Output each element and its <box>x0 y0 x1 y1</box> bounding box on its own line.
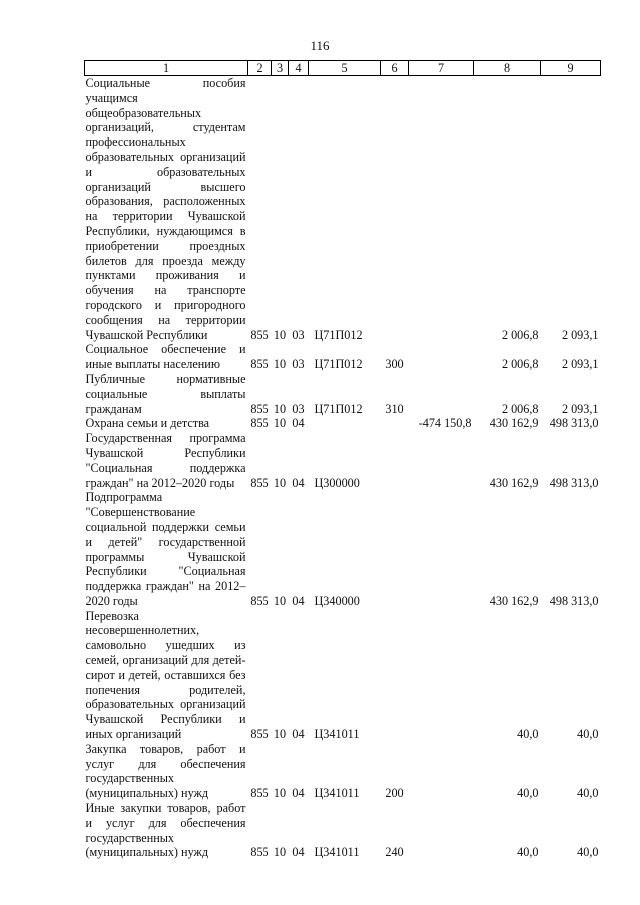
cell-subsection: 04 <box>292 475 305 490</box>
table-row <box>85 431 601 490</box>
cell-target-code: Ц300000 <box>314 475 360 490</box>
cell-amount-b: 2 093,1 <box>561 357 599 372</box>
row-name: Подпрограмма "Совершенствование социальной поддержки семьи и детей" государственной программы Чувашской Республики "Социальная поддержка граждан" на 2012–2020 годы <box>85 490 246 608</box>
cell-ministry: 855 <box>250 593 269 608</box>
cell-target-code: Ц341011 <box>314 845 360 860</box>
cell-amount-b: 498 313,0 <box>549 416 599 431</box>
cell-amount-a: 2 006,8 <box>501 357 539 372</box>
cell-amount-b: 40,0 <box>577 786 599 801</box>
cell-target-code <box>309 416 381 431</box>
table-row <box>85 490 601 608</box>
cell-amount-b: 2 093,1 <box>561 327 599 342</box>
cell-change <box>409 742 474 801</box>
cell-subsection: 03 <box>292 327 305 342</box>
cell-change: -474 150,8 <box>418 416 472 431</box>
budget-table <box>84 60 601 860</box>
page-number: 116 <box>310 38 330 53</box>
cell-amount-a: 40,0 <box>517 845 539 860</box>
cell-ministry: 855 <box>250 845 269 860</box>
column-header: 1 <box>85 61 248 76</box>
cell-subsection: 04 <box>292 786 305 801</box>
cell-ministry: 855 <box>250 327 269 342</box>
cell-amount-a: 430 162,9 <box>489 416 539 431</box>
cell-section: 10 <box>273 401 287 416</box>
table-header-row <box>85 61 601 76</box>
column-header: 3 <box>272 61 289 76</box>
cell-expense-type <box>381 416 409 431</box>
cell-subsection: 03 <box>292 357 305 372</box>
table-row <box>85 372 601 416</box>
cell-expense-type <box>381 490 409 608</box>
row-name: Публичные нормативные социальные выплаты гражданам <box>85 371 246 416</box>
cell-ministry: 855 <box>250 401 269 416</box>
column-header: 6 <box>381 61 409 76</box>
cell-section: 10 <box>273 357 287 372</box>
cell-ministry: 855 <box>250 727 269 742</box>
cell-amount-b: 498 313,0 <box>549 475 599 490</box>
cell-subsection: 04 <box>292 727 305 742</box>
cell-amount-a: 430 162,9 <box>489 593 539 608</box>
cell-amount-a: 2 006,8 <box>501 401 539 416</box>
cell-target-code: Ц341011 <box>314 727 360 742</box>
cell-amount-a: 430 162,9 <box>489 475 539 490</box>
table-row <box>85 609 601 742</box>
cell-expense-type <box>381 76 409 343</box>
column-header: 7 <box>409 61 474 76</box>
column-header: 9 <box>541 61 601 76</box>
cell-expense-type: 240 <box>385 845 404 860</box>
cell-section: 10 <box>273 727 287 742</box>
cell-amount-a: 40,0 <box>517 727 539 742</box>
row-name: Социальное обеспечение и иные выплаты населению <box>85 342 246 372</box>
cell-target-code: Ц71П012 <box>314 357 363 372</box>
cell-ministry: 855 <box>250 786 269 801</box>
cell-amount-b: 498 313,0 <box>549 593 599 608</box>
cell-change <box>409 801 474 860</box>
cell-amount-a: 40,0 <box>517 786 539 801</box>
cell-expense-type: 310 <box>385 401 404 416</box>
table-row <box>85 342 601 372</box>
cell-change <box>409 342 474 372</box>
cell-amount-a: 2 006,8 <box>501 327 539 342</box>
cell-section: 10 <box>273 845 287 860</box>
cell-ministry: 855 <box>250 475 269 490</box>
row-name: Социальные пособия учащимся общеобразовательных организаций, студентам профессиональных образовательных организаций и образовательных организаций высшего образования, расположенных на территории Чувашской Республики, нуждающимся в приобретении проездных билетов для проезда между пунктами проживания и обучения на транспорте городского и пригородного сообщения на территории Чувашской Республики <box>85 76 246 342</box>
cell-amount-b: 2 093,1 <box>561 401 599 416</box>
column-header: 2 <box>248 61 272 76</box>
cell-expense-type: 200 <box>385 786 404 801</box>
cell-expense-type: 300 <box>385 357 404 372</box>
cell-subsection: 04 <box>292 416 305 431</box>
cell-change <box>409 76 474 343</box>
table-row <box>85 416 601 431</box>
cell-section: 10 <box>273 327 287 342</box>
table-row <box>85 742 601 801</box>
cell-subsection: 03 <box>292 401 305 416</box>
table-row <box>85 76 601 343</box>
cell-target-code: Ц341011 <box>314 786 360 801</box>
row-name: Охрана семьи и детства <box>85 416 210 431</box>
cell-section: 10 <box>273 593 287 608</box>
row-name: Перевозка несовершеннолетних, самовольно ушедших из семей, организаций для детей-сирот и детей, оставшихся без попечения родителей, образовательных организаций Чувашской Республики и иных организаций <box>85 608 246 742</box>
cell-target-code: Ц340000 <box>314 593 360 608</box>
cell-ministry: 855 <box>250 357 269 372</box>
row-name: Государственная программа Чувашской Республики "Социальная поддержка граждан" на 2012–2020 годы <box>85 431 246 490</box>
table-row <box>85 801 601 860</box>
cell-ministry: 855 <box>250 416 269 431</box>
column-header: 4 <box>289 61 309 76</box>
cell-target-code: Ц71П012 <box>314 327 363 342</box>
row-name: Иные закупки товаров, работ и услуг для обеспечения государственных (муниципальных) нужд <box>85 801 246 860</box>
cell-section: 10 <box>273 475 287 490</box>
cell-expense-type <box>381 431 409 490</box>
cell-change <box>409 431 474 490</box>
cell-section: 10 <box>273 416 287 431</box>
cell-subsection: 04 <box>292 593 305 608</box>
column-header: 8 <box>474 61 541 76</box>
cell-change <box>409 372 474 416</box>
cell-amount-b: 40,0 <box>577 845 599 860</box>
cell-subsection: 04 <box>292 845 305 860</box>
cell-target-code: Ц71П012 <box>314 401 363 416</box>
cell-section: 10 <box>273 786 287 801</box>
row-name: Закупка товаров, работ и услуг для обеспечения государственных (муниципальных) нужд <box>85 741 246 801</box>
cell-expense-type <box>381 609 409 742</box>
cell-amount-b: 40,0 <box>577 727 599 742</box>
column-header: 5 <box>309 61 381 76</box>
cell-change <box>409 609 474 742</box>
cell-change <box>409 490 474 608</box>
